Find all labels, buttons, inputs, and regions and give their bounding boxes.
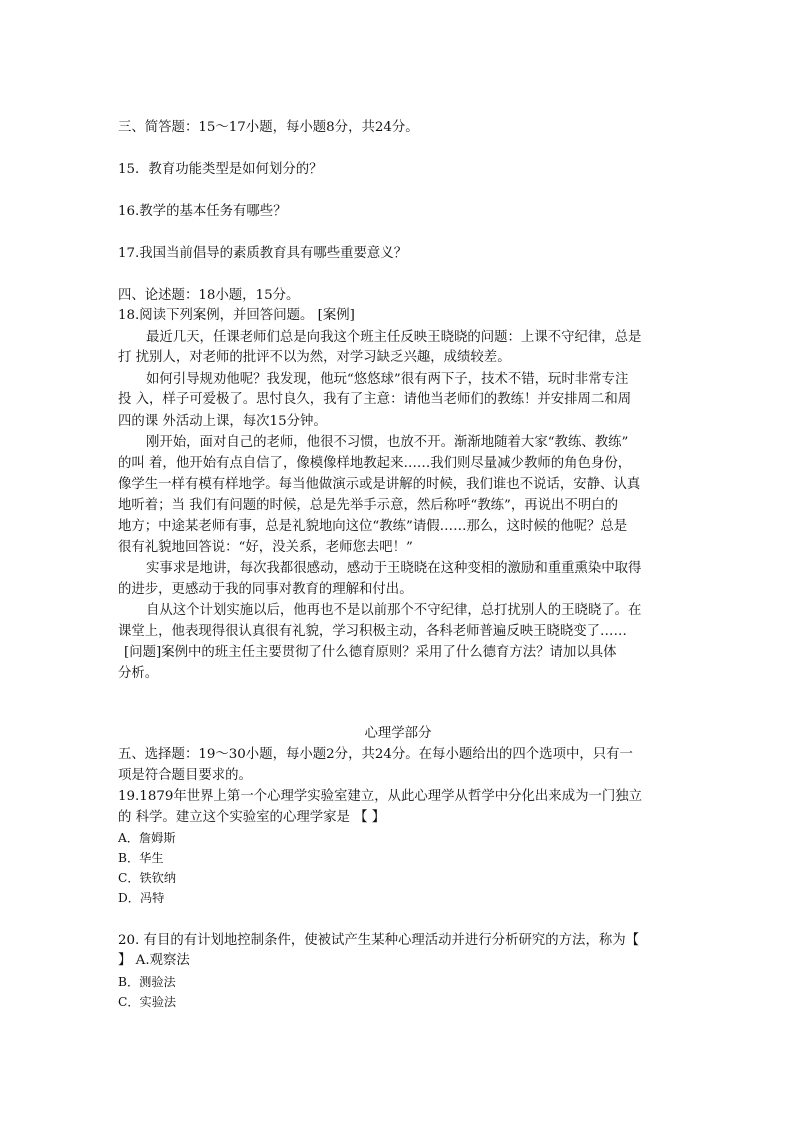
section-3-heading: 三、简答题：15～17小题，每小题8分，共24分。 — [118, 120, 419, 135]
question-20: 20. 有目的有计划地控制条件，使被试产生某种心理活动并进行分析研究的方法，称为【 — [118, 933, 640, 948]
question-18-prompt: 分析。 — [118, 666, 159, 681]
case-line: 地方；中途某老师有事，总是礼貌地向这位“教练”请假……那么，这时候的他呢？总是 — [118, 519, 628, 534]
case-line: 像学生一样有模有样地学。每当他做演示或是讲解的时候，我们谁也不说话，安静、认真 — [118, 477, 641, 492]
case-line: 自从这个计划实施以后，他再也不是以前那个不守纪律，总打扰别人的王晓晓了。在 — [146, 603, 642, 618]
case-line: 如何引导规劝他呢？我发现，他玩“悠悠球”很有两下子，技术不错，玩时非常专注 — [146, 372, 629, 387]
option-c: C．实验法 — [118, 995, 177, 1009]
section-5-heading: 项是符合题目要求的。 — [118, 768, 252, 783]
question-17: 17.我国当前倡导的素质教育具有哪些重要意义？ — [118, 246, 408, 261]
case-line: 四的课 外活动上课，每次15分钟。 — [118, 414, 327, 429]
case-line: 实事求是地讲，每次我都很感动，感动于王晓晓在这种变相的激励和重重熏染中取得 — [146, 561, 642, 576]
case-line: 课堂上，他表现得很认真很有礼貌，学习积极主动，各科老师普遍反映王晓晓变了…… — [118, 624, 627, 639]
psychology-section-title: 心理学部分 — [364, 726, 432, 741]
case-line: 地听着；当 我们有问题的时候，总是先举手示意，然后称呼“教练”，再说出不明白的 — [118, 498, 619, 513]
option-c: C．铁钦纳 — [118, 871, 177, 885]
case-line: 投 入，样子可爱极了。思忖良久，我有了主意：请他当老师们的教练！并安排周二和周 — [118, 392, 632, 407]
section-4-heading: 四、论述题：18小题，15分。 — [118, 288, 300, 303]
question-19: 的 科学。建立这个实验室的心理学家是 【 】 — [118, 810, 386, 825]
section-5-heading: 五、选择题：19～30小题，每小题2分，共24分。在每小题给出的四个选项中，只有一 — [118, 747, 633, 762]
case-line: 的进步，更感动于我的同事对教育的理解和付出。 — [118, 582, 413, 597]
case-line: 刚开始，面对自己的老师，他很不习惯，也放不开。渐渐地随着大家“教练、教练” — [146, 435, 629, 450]
case-line: 打 扰别人，对老师的批评不以为然，对学习缺乏兴趣，成绩较差。 — [118, 350, 511, 365]
case-line: 很有礼貌地回答说：“好，没关系，老师您去吧！” — [118, 540, 413, 555]
case-line: 最近几天，任课老师们总是向我这个班主任反映王晓晓的问题：上课不守纪律，总是 — [146, 330, 642, 345]
option-b: B．华生 — [118, 851, 164, 865]
option-b: B．测验法 — [118, 975, 176, 989]
question-18-intro: 18.阅读下列案例，并回答问题。 [案例] — [118, 308, 355, 323]
case-line: 的叫 着，他开始有点自信了，像模像样地教起来……我们则尽量减少教师的角色身份， — [118, 456, 632, 471]
question-18-prompt: [问题]案例中的班主任主要贯彻了什么德育原则？采用了什么德育方法？请加以具体 — [124, 645, 617, 660]
question-19: 19.1879年世界上第一个心理学实验室建立，从此心理学从哲学中分化出来成为一门独立 — [118, 789, 643, 804]
question-16: 16.教学的基本任务有哪些？ — [118, 204, 287, 219]
question-20: 】 A.观察法 — [118, 953, 190, 968]
question-15: 15．教育功能类型是如何划分的？ — [118, 162, 323, 177]
option-d: D．冯特 — [118, 891, 165, 905]
option-a: A．詹姆斯 — [118, 831, 176, 845]
